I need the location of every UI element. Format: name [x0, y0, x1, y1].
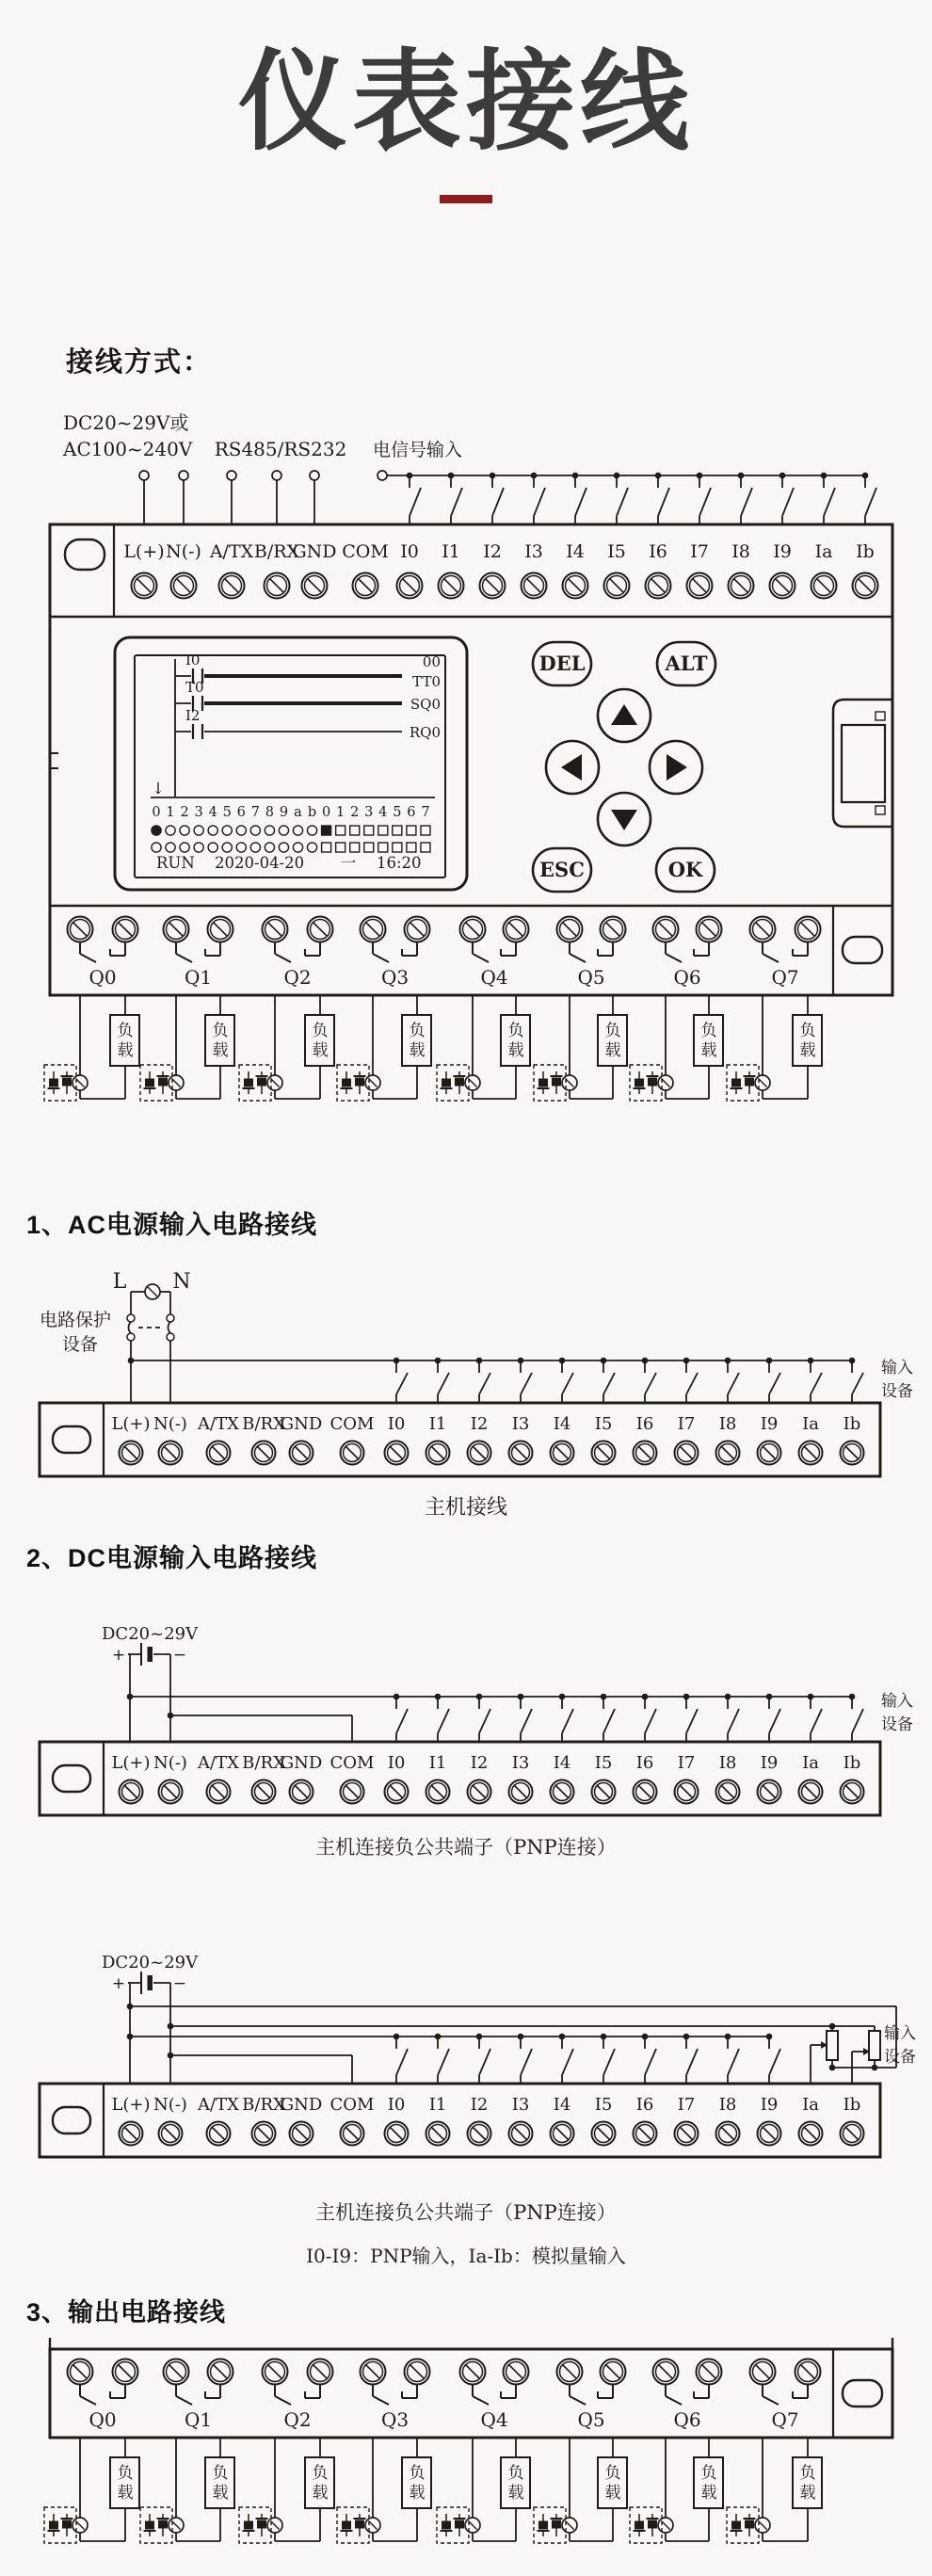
svg-text:输入: 输入: [881, 1692, 913, 1711]
svg-text:Q3: Q3: [380, 2408, 410, 2431]
svg-text:DC20~29V或: DC20~29V或: [63, 411, 189, 434]
svg-text:Ia: Ia: [814, 541, 833, 562]
svg-text:I8: I8: [718, 2095, 737, 2115]
svg-text:载: 载: [507, 2484, 524, 2503]
svg-text:Ib: Ib: [843, 2095, 861, 2115]
svg-text:I2: I2: [470, 1414, 489, 1434]
svg-text:A/TX: A/TX: [198, 1414, 239, 1434]
wiring-method-heading: 接线方式：: [66, 347, 213, 378]
svg-text:7: 7: [421, 805, 430, 820]
svg-text:负: 负: [117, 1022, 134, 1040]
svg-text:B/RX: B/RX: [242, 2095, 285, 2115]
svg-text:3: 3: [194, 805, 203, 820]
svg-text:设备: 设备: [61, 1334, 98, 1355]
svg-text:A/TX: A/TX: [198, 1753, 239, 1773]
svg-text:6: 6: [236, 805, 246, 820]
svg-text:a: a: [294, 805, 302, 820]
svg-text:载: 载: [604, 1041, 621, 1060]
svg-text:I3: I3: [524, 541, 543, 562]
svg-text:I4: I4: [553, 2095, 571, 2115]
svg-text:ALT: ALT: [665, 652, 708, 675]
svg-text:I9: I9: [760, 2095, 779, 2115]
page-title: 仪表接线: [238, 40, 694, 163]
svg-text:I3: I3: [511, 1753, 530, 1773]
svg-text:I4: I4: [566, 541, 585, 562]
svg-text:+: +: [111, 1646, 126, 1665]
svg-text:2020-04-20: 2020-04-20: [215, 854, 305, 872]
svg-text:载: 载: [117, 2484, 134, 2503]
svg-text:Ia: Ia: [802, 1753, 819, 1773]
svg-text:I7: I7: [677, 1414, 696, 1434]
title-underline: [440, 195, 492, 203]
svg-text:DEL: DEL: [538, 652, 586, 675]
svg-text:载: 载: [604, 2484, 621, 2503]
svg-text:ESC: ESC: [539, 858, 585, 881]
section1-heading: 1、AC电源输入电路接线: [26, 1211, 318, 1239]
svg-text:Q5: Q5: [577, 966, 605, 989]
svg-text:负: 负: [117, 2464, 134, 2483]
svg-text:L(+): L(+): [123, 541, 165, 562]
svg-text:I7: I7: [690, 541, 709, 562]
svg-text:N: N: [172, 1270, 191, 1294]
svg-text:Q4: Q4: [480, 2408, 508, 2431]
svg-text:N(-): N(-): [153, 1753, 187, 1773]
svg-text:负: 负: [212, 2464, 229, 2483]
svg-text:负: 负: [507, 1022, 524, 1040]
svg-text:5: 5: [393, 805, 402, 820]
svg-text:RUN: RUN: [156, 854, 195, 872]
svg-text:1: 1: [336, 805, 345, 820]
svg-text:Q2: Q2: [283, 2408, 312, 2431]
svg-text:N(-): N(-): [153, 2095, 187, 2115]
svg-text:设备: 设备: [884, 2048, 916, 2067]
main-top-terminal-strip: [123, 541, 877, 599]
main-output-strip: [68, 917, 821, 990]
svg-text:负: 负: [409, 2464, 426, 2483]
svg-text:I6: I6: [649, 541, 667, 562]
svg-text:I2: I2: [470, 1753, 489, 1773]
svg-text:TT0: TT0: [412, 673, 441, 690]
svg-text:负: 负: [700, 1022, 717, 1040]
svg-text:00: 00: [422, 653, 441, 670]
section2-heading: 2、DC电源输入电路接线: [26, 1544, 318, 1572]
svg-text:4: 4: [378, 805, 388, 820]
svg-text:I6: I6: [635, 1753, 654, 1773]
section1-caption: 主机接线: [424, 1496, 507, 1520]
svg-text:载: 载: [117, 1041, 134, 1060]
svg-text:16:20: 16:20: [377, 854, 422, 872]
svg-text:I0: I0: [400, 541, 419, 562]
section2-diagram-a: [40, 1624, 913, 1815]
svg-text:N(-): N(-): [153, 1414, 187, 1434]
svg-text:一: 一: [340, 854, 357, 872]
svg-text:Ia: Ia: [802, 2095, 819, 2115]
svg-text:I4: I4: [553, 1753, 571, 1773]
svg-text:I5: I5: [594, 1414, 613, 1434]
svg-text:GND: GND: [292, 541, 337, 562]
svg-text:L: L: [112, 1270, 127, 1294]
svg-text:DC20~29V: DC20~29V: [102, 1953, 199, 1972]
main-diagram-top-labels: [62, 411, 462, 460]
svg-text:N(-): N(-): [166, 541, 201, 562]
svg-text:7: 7: [250, 805, 260, 820]
svg-text:I7: I7: [677, 2095, 696, 2115]
section3-heading: 3、输出电路接线: [26, 2298, 227, 2326]
svg-text:负: 负: [507, 2464, 524, 2483]
svg-text:Q4: Q4: [480, 966, 508, 989]
svg-text:OK: OK: [667, 858, 703, 881]
svg-text:电路保护: 电路保护: [39, 1310, 111, 1330]
svg-text:I5: I5: [594, 1753, 613, 1773]
svg-text:B/RX: B/RX: [242, 1414, 285, 1434]
svg-text:I0: I0: [185, 652, 201, 668]
svg-text:I1: I1: [428, 2095, 447, 2115]
svg-text:B/RX: B/RX: [242, 1753, 285, 1773]
svg-text:负: 负: [312, 1022, 329, 1040]
svg-text:Q7: Q7: [771, 966, 799, 989]
svg-text:RS485/RS232: RS485/RS232: [214, 438, 347, 460]
svg-text:Q1: Q1: [184, 966, 213, 989]
svg-text:I9: I9: [773, 541, 792, 562]
svg-text:−: −: [172, 1646, 187, 1665]
svg-text:SQ0: SQ0: [410, 696, 441, 713]
svg-text:负: 负: [409, 1022, 426, 1040]
svg-text:−: −: [172, 1974, 187, 1993]
svg-text:载: 载: [700, 2484, 717, 2503]
svg-text:I5: I5: [607, 541, 626, 562]
svg-text:Q7: Q7: [771, 2408, 799, 2431]
svg-text:电信号输入: 电信号输入: [373, 440, 463, 460]
svg-text:设备: 设备: [881, 1382, 913, 1401]
svg-text:I8: I8: [718, 1753, 737, 1773]
svg-text:L(+): L(+): [111, 1414, 151, 1434]
svg-text:负: 负: [604, 1022, 621, 1040]
svg-text:COM: COM: [329, 2095, 375, 2115]
svg-text:COM: COM: [342, 541, 389, 562]
svg-text:设备: 设备: [881, 1715, 913, 1734]
svg-text:I9: I9: [760, 1753, 779, 1773]
svg-text:B/RX: B/RX: [253, 541, 300, 562]
svg-text:I6: I6: [635, 2095, 654, 2115]
svg-text:载: 载: [409, 2484, 426, 2503]
svg-text:I0: I0: [387, 1414, 406, 1434]
svg-text:I9: I9: [760, 1414, 779, 1434]
svg-text:负: 负: [604, 2464, 621, 2483]
svg-text:I2: I2: [470, 2095, 489, 2115]
svg-text:b: b: [307, 805, 317, 820]
svg-text:Ia: Ia: [802, 1414, 819, 1434]
svg-text:L(+): L(+): [111, 2095, 151, 2115]
svg-text:RQ0: RQ0: [409, 724, 441, 741]
svg-text:Q2: Q2: [283, 966, 312, 989]
svg-text:Q5: Q5: [577, 2408, 605, 2431]
svg-text:I3: I3: [511, 1414, 530, 1434]
svg-text:GND: GND: [280, 1414, 323, 1434]
svg-text:I0: I0: [387, 2095, 406, 2115]
svg-text:负: 负: [212, 1022, 229, 1040]
svg-text:6: 6: [407, 805, 416, 820]
svg-text:I5: I5: [594, 2095, 613, 2115]
svg-text:A/TX: A/TX: [198, 2095, 239, 2115]
svg-text:2: 2: [350, 805, 360, 820]
svg-text:9: 9: [279, 805, 289, 820]
svg-text:负: 负: [312, 2464, 329, 2483]
svg-text:0: 0: [152, 805, 161, 820]
svg-text:T0: T0: [185, 679, 204, 696]
svg-text:A/TX: A/TX: [209, 541, 254, 562]
svg-text:5: 5: [222, 805, 232, 820]
section2-diagram-b: [40, 1953, 916, 2157]
svg-text:载: 载: [799, 2484, 816, 2503]
svg-text:Q6: Q6: [673, 966, 701, 989]
svg-text:Q1: Q1: [184, 2408, 213, 2431]
svg-text:GND: GND: [280, 1753, 323, 1773]
svg-text:载: 载: [409, 1041, 426, 1060]
svg-text:载: 载: [312, 1041, 329, 1060]
svg-text:Q6: Q6: [673, 2408, 701, 2431]
main-diagram-top-wires: [139, 471, 876, 524]
main-output-circuits: [44, 995, 822, 1101]
keypad: [533, 642, 715, 892]
svg-text:I1: I1: [442, 541, 460, 562]
svg-text:AC100~240V: AC100~240V: [63, 438, 193, 460]
side-connector: [833, 700, 892, 827]
svg-text:Q0: Q0: [88, 966, 117, 989]
svg-text:输入: 输入: [884, 2024, 916, 2043]
svg-text:输入: 输入: [881, 1359, 913, 1377]
svg-text:Q3: Q3: [380, 966, 410, 989]
section2-caption-a: 主机连接负公共端子（PNP连接）: [315, 1836, 617, 1859]
svg-text:I4: I4: [553, 1414, 571, 1434]
svg-text:0: 0: [321, 805, 331, 820]
section2-note: I0-I9：PNP输入，Ia-Ib：模拟量输入: [306, 2245, 626, 2267]
svg-text:载: 载: [700, 1041, 717, 1060]
svg-text:COM: COM: [329, 1414, 375, 1434]
section1-diagram: [40, 1270, 913, 1476]
svg-text:1: 1: [166, 805, 175, 820]
svg-text:GND: GND: [280, 2095, 323, 2115]
lcd-panel: [115, 637, 467, 890]
svg-text:Q0: Q0: [88, 2408, 117, 2431]
svg-text:I8: I8: [731, 541, 750, 562]
svg-text:↓: ↓: [151, 780, 166, 798]
svg-text:Ib: Ib: [843, 1753, 861, 1773]
svg-text:载: 载: [799, 1041, 816, 1060]
svg-text:I1: I1: [428, 1414, 447, 1434]
svg-text:COM: COM: [329, 1753, 375, 1773]
svg-text:2: 2: [180, 805, 189, 820]
svg-text:I2: I2: [483, 541, 502, 562]
svg-text:I2: I2: [185, 707, 201, 724]
svg-text:负: 负: [799, 2464, 816, 2483]
svg-text:L(+): L(+): [111, 1753, 151, 1773]
svg-text:4: 4: [208, 805, 217, 820]
svg-text:载: 载: [212, 2484, 229, 2503]
svg-text:载: 载: [312, 2484, 329, 2503]
svg-text:+: +: [111, 1974, 126, 1993]
svg-text:I6: I6: [635, 1414, 654, 1434]
section3-diagram: [44, 2338, 892, 2543]
svg-text:负: 负: [700, 2464, 717, 2483]
svg-text:载: 载: [507, 1041, 524, 1060]
svg-text:Ib: Ib: [856, 541, 875, 562]
svg-text:负: 负: [799, 1022, 816, 1040]
svg-text:I7: I7: [677, 1753, 696, 1773]
svg-text:3: 3: [364, 805, 374, 820]
svg-text:I1: I1: [428, 1753, 447, 1773]
svg-text:载: 载: [212, 1041, 229, 1060]
svg-text:I0: I0: [387, 1753, 406, 1773]
svg-text:I3: I3: [511, 2095, 530, 2115]
svg-text:I8: I8: [718, 1414, 737, 1434]
section2-caption-b: 主机连接负公共端子（PNP连接）: [315, 2201, 617, 2224]
svg-text:8: 8: [265, 805, 275, 820]
svg-text:DC20~29V: DC20~29V: [102, 1624, 199, 1644]
svg-text:Ib: Ib: [843, 1414, 861, 1434]
